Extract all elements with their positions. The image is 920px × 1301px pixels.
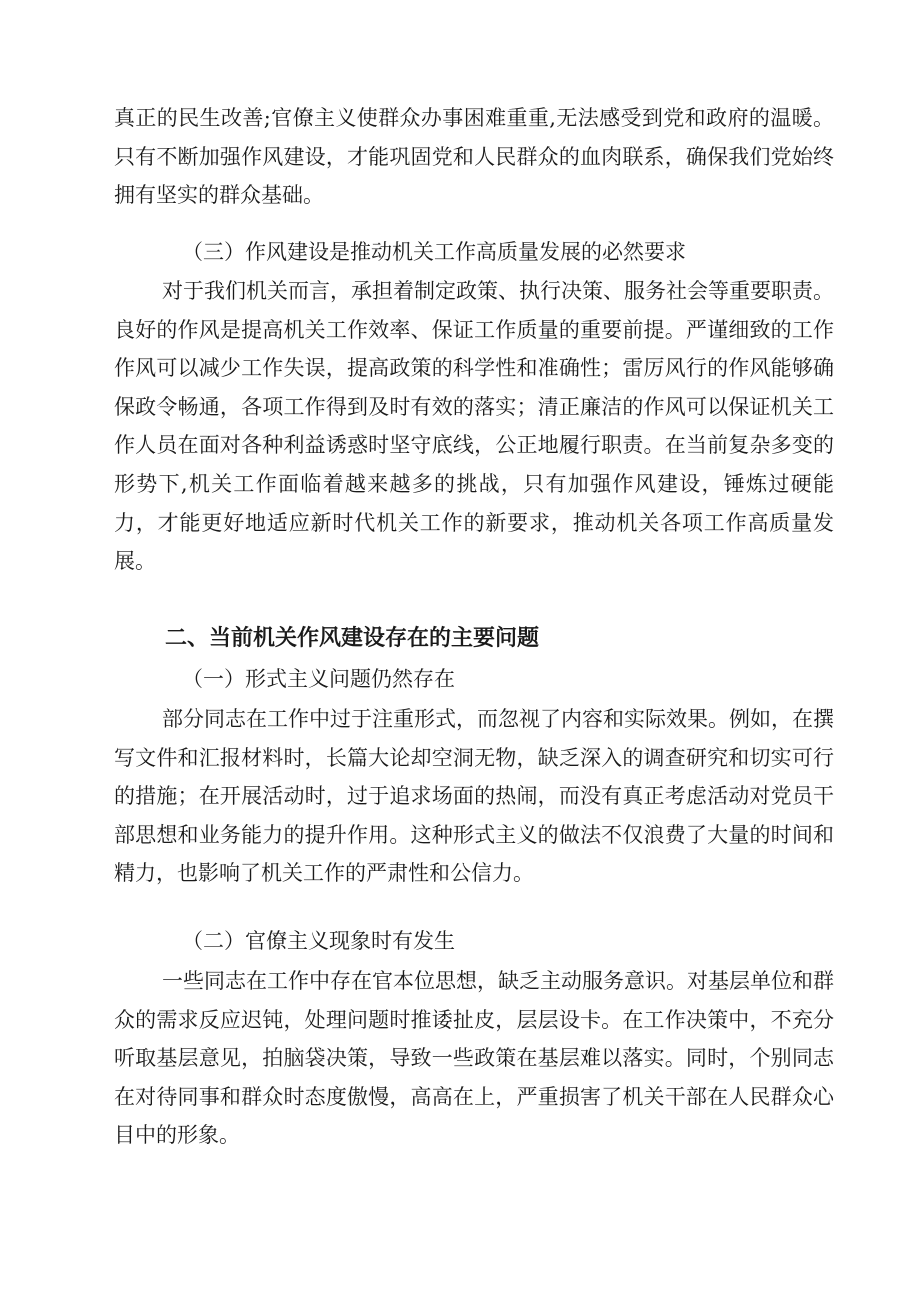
subheading-bureaucratism: （二）官僚主义现象时有发生: [182, 929, 455, 953]
subheading-formalism: （一）形式主义问题仍然存在: [182, 667, 455, 691]
paragraph-bureaucratism: 一些同志在工作中存在官本位思想，缺乏主动服务意识。对基层单位和群众的需求反应迟钝，处理问题时推诿扯皮，层层设卡。在工作决策中，不充分听取基层意见，拍脑袋决策，导致一些政策在基层难以落实。同时，个别同志在对待同事和群众时态度傲慢，高高在上，严重损害了机关干部在人民群众心目中的形象。: [114, 969, 834, 1148]
subheading-section-1-3: （三）作风建设是推动机关工作高质量发展的必然要求: [182, 240, 686, 264]
paragraph-formalism: 部分同志在工作中过于注重形式，而忽视了内容和实际效果。例如，在撰写文件和汇报材料时，长篇大论却空洞无物，缺乏深入的调查研究和切实可行的措施；在开展活动时，过于追求场面的热闹，而没有真正考虑活动对党员干部思想和业务能力的提升作用。这种形式主义的做法不仅浪费了大量的时间和精力，也影响了机关工作的严肃性和公信力。: [114, 707, 834, 886]
section-heading-main-problems: 二、当前机关作风建设存在的主要问题: [165, 626, 540, 651]
paragraph-continuation: 真正的民生改善;官僚主义使群众办事困难重重,无法感受到党和政府的温暖。只有不断加强作风建设，才能巩固党和人民群众的血肉联系，确保我们党始终拥有坚实的群众基础。: [114, 106, 834, 208]
paragraph-agency-work-quality: 对于我们机关而言，承担着制定政策、执行决策、服务社会等重要职责。良好的作风是提高机关工作效率、保证工作质量的重要前提。严谨细致的工作作风可以减少工作失误，提高政策的科学性和准确性；雷厉风行的作风能够确保政令畅通，各项工作得到及时有效的落实；清正廉洁的作风可以保证机关工作人员在面对各种利益诱惑时坚守底线，公正地履行职责。在当前复杂多变的形势下,机关工作面临着越来越多的挑战，只有加强作风建设，锤炼过硬能力，才能更好地适应新时代机关工作的新要求，推动机关各项工作高质量发展。: [114, 279, 834, 574]
